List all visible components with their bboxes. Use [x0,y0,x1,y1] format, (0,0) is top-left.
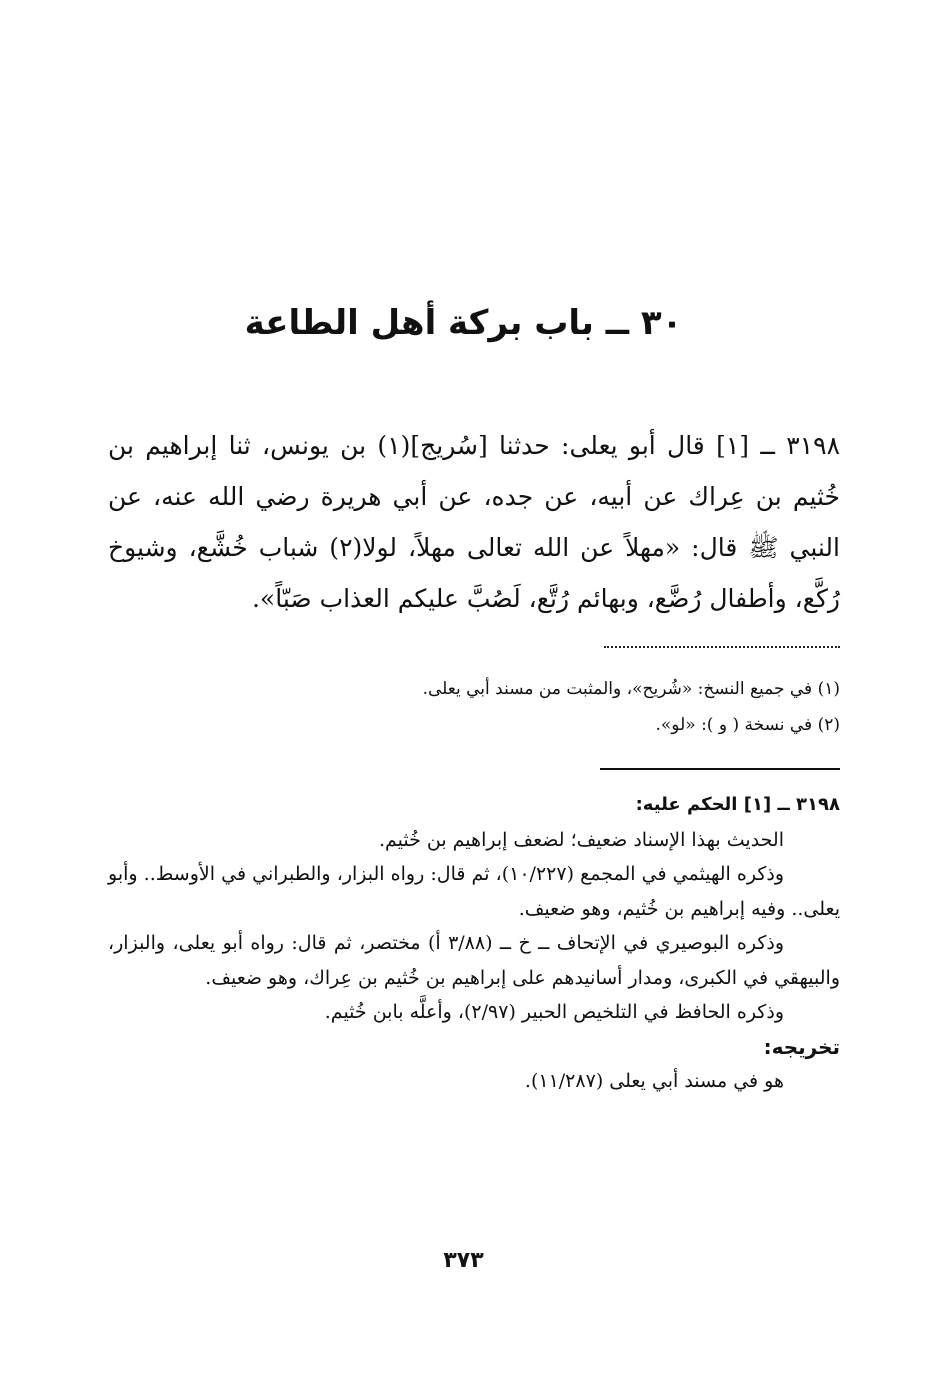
commentary-paragraph: وذكره الحافظ في التلخيص الحبير (٢/٩٧)، وأعلَّه بابن خُثيم. [324,1001,784,1023]
section-divider [600,768,840,770]
commentary-paragraph: وذكره الهيثمي في المجمع (١٠/٢٢٧)، ثم قال: رواه البزار، والطبراني في الأوسط.. وأبو يعلى.. وفيه إبراهيم بن خُثيم، وهو ضعيف. [108,863,840,920]
page-number: ٣٧٣ [443,1248,484,1273]
footnote-separator [604,646,840,648]
takhrij-text: هو في مسند أبي يعلى (١١/٢٨٧). [524,1070,784,1092]
commentary-paragraph: الحديث بهذا الإسناد ضعيف؛ لضعف إبراهيم بن خُثيم. [378,828,784,851]
chapter-title: ٣٠ ــ باب بركة أهل الطاعة [244,303,683,343]
hadith-text: ٣١٩٨ ــ [١] قال أبو يعلى: حدثنا [سُريج](١) بن يونس، ثنا إبراهيم بن خُثيم بن عِراك عن أبيه، عن جده، عن أبي هريرة رضي الله عنه، عن النبي ﷺ قال: «مهلاً عن الله تعالى مهلاً، لولا(٢) شباب خُشَّع، وشيوخ رُكَّع، وأطفال رُضَّع، وبهائم رُتَّع، لَصُبَّ عليكم العذاب صَبّاً». [108,431,841,613]
footnote-2: (٢) في نسخة ( و ): «لو». [655,715,840,735]
commentary-section [108,788,840,1099]
takhrij-heading: تخريجه: [763,1034,840,1059]
footnote-1: (١) في جميع النسخ: «شُريح»، والمثبت من مسند أبي يعلى. [422,679,840,699]
commentary-paragraph: وذكره البوصيري في الإتحاف ــ خ ــ (٣/٨٨ أ) مختصر، ثم قال: رواه أبو يعلى، والبزار، والبيهقي في الكبرى، ومدار أسانيدهم على إبراهيم بن خُثيم بن عِراك، وهو ضعيف. [108,932,840,989]
ruling-heading: ٣١٩٨ ــ [١] الحكم عليه: [635,794,840,815]
